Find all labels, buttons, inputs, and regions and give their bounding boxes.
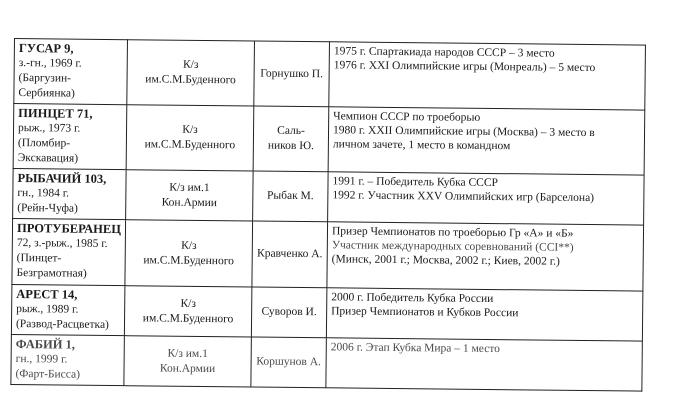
horse-cell — [14, 39, 128, 105]
horse-name: ПРОТУБЕРАНЕЦ — [16, 221, 122, 237]
club-cell — [126, 170, 254, 221]
rider-line: Кравченко А. — [257, 247, 323, 261]
club-line: К/з им.1 — [169, 181, 210, 194]
achievements-cell — [326, 338, 643, 391]
achievement-line: 1991 г. – Победитель Кубка СССР — [332, 175, 499, 190]
horse-info-line: Сербиянка) — [18, 87, 75, 100]
club-cell — [126, 105, 254, 171]
achievements-cell — [326, 288, 643, 341]
club-line: Кон.Армии — [159, 362, 216, 375]
rider-cell — [253, 106, 329, 172]
table-row — [12, 218, 644, 291]
horse-info-line: (Фарт-Бисса) — [15, 368, 81, 381]
table-row — [11, 284, 642, 341]
horse-cell — [11, 284, 125, 335]
achievement-line: личном зачете, 1 место в командном — [332, 138, 511, 153]
horse-info-line: гн., 1999 г. — [15, 353, 68, 366]
club-line: К/з — [180, 297, 196, 310]
club-line: К/з — [182, 123, 198, 136]
rider-line: ников Ю. — [267, 139, 314, 153]
achievements-cell — [329, 42, 646, 110]
horse-cell — [13, 168, 127, 219]
achievement-line: 1980 г. XXII Олимпийские игры (Москва) – 3 место в — [332, 124, 595, 140]
club-line: К/з — [182, 58, 199, 71]
club-line: К/з — [181, 239, 197, 252]
achievement-line: 1976 г. XXI Олимпийские игры (Монреаль) – 5 место — [333, 59, 596, 75]
table-row — [13, 104, 645, 176]
achievements-cell — [328, 172, 645, 225]
horse-info-line: Безграмотная) — [16, 267, 87, 280]
club-line: им.С.М.Буденного — [145, 73, 236, 87]
club-line: К/з им.1 — [167, 347, 208, 360]
horse-info-line: гн., 1984 г. — [17, 187, 70, 200]
club-cell — [127, 40, 255, 106]
club-line: им.С.М.Буденного — [143, 253, 234, 267]
achievement-line: Призер Чемпионатов и Кубков России — [331, 305, 519, 320]
horse-name: ПИНЦЕТ 71, — [18, 106, 93, 121]
rider-line: Горнушко П. — [260, 67, 324, 80]
horse-records-table — [10, 38, 646, 392]
achievement-line: Призер Чемпионатов по троеборью Гр «А» и «Б» — [331, 225, 574, 240]
rider-cell — [251, 287, 327, 338]
club-line: Кон.Армии — [161, 196, 218, 209]
horse-name: ГУСАР 9, — [18, 41, 74, 56]
horse-info-line: (Развод-Расцветка) — [15, 318, 109, 332]
achievement-line: 1975 г. Спартакиада народов СССР – 3 место — [333, 45, 555, 60]
achievement-line: 2000 г. Победитель Кубка России — [331, 291, 494, 306]
rider-line: Рыбак М. — [266, 189, 314, 203]
rider-cell — [253, 171, 329, 222]
rider-line: Саль- — [277, 124, 305, 138]
horse-info-line: 72, з.-рыж., 1985 г. — [16, 237, 108, 250]
horse-records-table-wrapper — [10, 38, 646, 392]
achievement-line: Участник международных соревнований (CCI**) — [331, 239, 574, 254]
rider-cell — [251, 337, 327, 388]
horse-info-line: (Пинцет- — [16, 252, 62, 265]
horse-info-line: (Рейн-Чуфа) — [17, 202, 78, 215]
horse-cell — [11, 334, 125, 385]
horse-name: РЫБАЧИЙ 103, — [17, 171, 107, 186]
achievement-line: 1992 г. Участник XXV Олимпийских игр (Барселона) — [332, 189, 595, 205]
horse-info-line: з.-гн., 1969 г. — [18, 57, 82, 70]
achievement-line: (Минск, 2001 г.; Москва, 2002 г.; Киев, 2002 г.) — [331, 253, 560, 268]
horse-info-line: (Пломбир- — [17, 137, 71, 150]
table-row — [13, 168, 644, 225]
table-row — [14, 39, 646, 111]
club-line: им.С.М.Буденного — [142, 311, 234, 325]
club-cell — [125, 220, 253, 287]
achievements-cell — [327, 222, 644, 291]
club-cell — [124, 286, 252, 337]
rider-line: Коршунов А. — [256, 355, 321, 369]
table-row — [11, 334, 642, 391]
horse-info-line: (Баргузин- — [18, 72, 72, 85]
achievements-cell — [328, 107, 645, 175]
rider-cell — [254, 41, 330, 107]
rider-line: Суворов И. — [261, 305, 317, 319]
club-cell — [124, 336, 252, 387]
club-line: им.С.М.Буденного — [144, 138, 236, 152]
horse-info-line: рыж., 1989 г. — [16, 303, 79, 316]
rider-cell — [252, 221, 328, 288]
horse-info-line: Экскавация) — [17, 152, 79, 165]
horse-name: ФАБИЙ 1, — [15, 337, 76, 352]
achievement-line: 2006 г. Этап Кубка Мира – 1 место — [330, 341, 501, 356]
achievement-line: Чемпион СССР по троеборью — [333, 110, 481, 124]
horse-cell — [13, 104, 127, 170]
horse-info-line: рыж., 1973 г. — [17, 122, 81, 135]
horse-name: АРЕСТ 14, — [16, 287, 78, 302]
horse-cell — [12, 218, 126, 285]
